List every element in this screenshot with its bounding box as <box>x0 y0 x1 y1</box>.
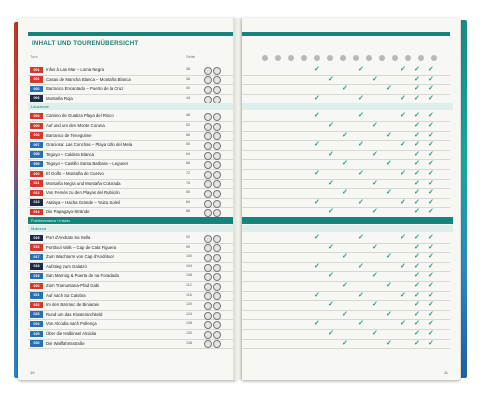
check-icon: ✓ <box>342 131 348 139</box>
difficulty-icon <box>204 235 212 243</box>
check-icon: ✓ <box>428 122 434 129</box>
check-icon: ✓ <box>428 301 434 309</box>
check-icon: ✓ <box>428 85 434 93</box>
check-icon: ✓ <box>358 66 364 73</box>
check-icon: ✓ <box>372 122 378 129</box>
check-icon: ✓ <box>428 208 434 216</box>
check-icon: ✓ <box>414 262 420 270</box>
season-icon <box>213 171 221 179</box>
check-icon: ✓ <box>428 320 434 328</box>
difficulty-icon <box>204 321 212 329</box>
difficulty-icon <box>204 190 212 198</box>
check-icon: ✓ <box>358 291 364 299</box>
season-icon <box>213 264 221 272</box>
check-icon: ✓ <box>414 282 420 289</box>
tour-code: 003 <box>30 95 43 102</box>
column-icon <box>327 55 333 61</box>
tour-code: 009 <box>30 161 43 168</box>
season-icon <box>213 340 221 348</box>
season-icon <box>213 180 221 188</box>
check-icon: ✓ <box>400 94 406 102</box>
left-page <box>18 18 236 380</box>
season-icon <box>213 273 221 281</box>
difficulty-icon <box>204 209 212 217</box>
header-bar-right <box>242 32 450 36</box>
check-icon: ✓ <box>428 94 434 102</box>
check-icon: ✓ <box>414 310 420 318</box>
tour-page: 104 <box>186 263 192 268</box>
tour-code: 002 <box>30 86 43 93</box>
tour-page: 44 <box>186 95 190 100</box>
check-icon: ✓ <box>414 94 420 102</box>
tour-page: 76 <box>186 180 190 185</box>
column-icon <box>262 55 268 61</box>
column-icon <box>288 55 294 61</box>
tour-page: 48 <box>186 113 190 118</box>
tour-name: Barranco Encantado – Puerto de la Cruz <box>46 86 124 92</box>
difficulty-icon <box>204 312 212 320</box>
tour-code: 025 <box>30 331 43 338</box>
check-icon: ✓ <box>342 85 348 93</box>
check-icon: ✓ <box>314 66 320 73</box>
tour-name: Port d'Andratx Sa Sella <box>46 235 91 240</box>
difficulty-icon <box>204 161 212 169</box>
check-icon: ✓ <box>386 253 392 261</box>
column-icon <box>301 55 307 61</box>
season-icon <box>213 283 221 291</box>
check-icon: ✓ <box>386 339 392 347</box>
season-icon <box>213 113 221 121</box>
check-icon: ✓ <box>400 170 406 177</box>
section-header-right <box>242 225 453 232</box>
difficulty-icon <box>204 331 212 339</box>
check-icon: ✓ <box>428 112 434 120</box>
check-icon: ✓ <box>428 75 434 83</box>
check-icon: ✓ <box>386 85 392 93</box>
season-icon <box>213 76 221 84</box>
check-icon: ✓ <box>428 189 434 197</box>
check-icon: ✓ <box>414 234 420 241</box>
column-icon <box>392 55 398 61</box>
season-icon <box>213 86 221 94</box>
check-icon: ✓ <box>428 243 434 251</box>
section-header: Lanzarote <box>28 103 236 110</box>
check-icon: ✓ <box>358 198 364 206</box>
season-icon <box>213 132 221 140</box>
check-icon: ✓ <box>414 75 420 83</box>
tour-name: Barranco de Tenegüime <box>46 132 92 138</box>
check-icon: ✓ <box>414 189 420 197</box>
check-icon: ✓ <box>428 141 434 149</box>
tour-page: 52 <box>186 123 190 127</box>
check-icon: ✓ <box>414 122 420 129</box>
tour-page: 128 <box>186 321 192 326</box>
tour-name: Tegoyo – Castillo Santa Barbara – Leguner <box>46 161 129 167</box>
check-icon: ✓ <box>386 282 392 289</box>
check-icon: ✓ <box>400 234 406 241</box>
check-icon: ✓ <box>414 291 420 299</box>
check-icon: ✓ <box>428 170 434 177</box>
check-icon: ✓ <box>428 150 434 158</box>
check-icon: ✓ <box>428 310 434 318</box>
season-icon <box>213 96 221 104</box>
check-icon: ✓ <box>314 262 320 270</box>
check-icon: ✓ <box>372 243 378 251</box>
check-icon: ✓ <box>400 141 406 149</box>
tour-name: Zum Tramuntana-Pfad Gabi <box>46 283 100 288</box>
column-icon <box>340 55 346 61</box>
check-icon: ✓ <box>400 291 406 299</box>
check-icon: ✓ <box>372 208 378 216</box>
check-icon: ✓ <box>372 150 378 158</box>
check-icon: ✓ <box>414 208 420 216</box>
check-icon: ✓ <box>372 330 378 337</box>
difficulty-icon <box>204 340 212 348</box>
season-icon <box>213 200 221 208</box>
tour-code: 014 <box>30 209 43 216</box>
check-icon: ✓ <box>314 291 320 299</box>
check-icon: ✓ <box>328 122 334 129</box>
tour-name: Tegoyo – Caldera Blanca <box>46 151 95 157</box>
difficulty-icon <box>204 86 212 94</box>
check-icon: ✓ <box>428 291 434 299</box>
tour-code: 010 <box>30 171 43 178</box>
check-icon: ✓ <box>314 94 320 102</box>
check-icon: ✓ <box>386 189 392 197</box>
tour-code: 020 <box>30 283 43 290</box>
page-title: INHALT UND TOURENÜBERSICHT <box>32 40 139 47</box>
check-icon: ✓ <box>414 339 420 347</box>
check-icon: ✓ <box>328 208 334 216</box>
column-icon <box>353 55 359 61</box>
tour-name: Graciosa: Las Conchas – Playa Ullo del Mela <box>46 142 133 148</box>
section-header-right <box>242 103 453 110</box>
column-icon <box>379 55 385 61</box>
column-icon <box>418 55 424 61</box>
check-icon: ✓ <box>314 198 320 206</box>
season-icon <box>213 292 221 300</box>
right-page-edge <box>461 20 467 378</box>
tour-page: 60 <box>186 142 190 147</box>
section-header-right <box>242 217 453 224</box>
check-icon: ✓ <box>428 330 434 337</box>
tour-code: 007 <box>30 142 43 149</box>
header-bar <box>28 32 236 36</box>
col-header-tour: Tour <box>30 54 38 59</box>
tour-name: Auf nach Sa Calobra <box>46 292 86 298</box>
check-icon: ✓ <box>400 66 406 73</box>
check-icon: ✓ <box>358 262 364 270</box>
tour-page: 64 <box>186 151 190 156</box>
tour-name: Von Femés zu den Playas del Rubicón <box>46 190 120 196</box>
tour-page: 36 <box>186 67 190 71</box>
tour-code: 013 <box>30 199 43 206</box>
column-icon <box>314 55 320 61</box>
section-header: Mallorca <box>28 225 236 232</box>
tour-code: 021 <box>30 292 43 299</box>
tour-code: 024 <box>30 321 43 328</box>
tour-name: Atalaya – Hacha Grande – Yaiza Soleil <box>46 199 120 205</box>
difficulty-icon <box>204 273 212 281</box>
check-icon: ✓ <box>342 339 348 347</box>
tour-code: 018 <box>30 263 43 270</box>
tour-page: 92 <box>186 235 190 239</box>
tour-page: 108 <box>186 273 192 278</box>
season-icon <box>213 209 221 217</box>
tour-name: Die Papagayo-Strände <box>46 209 90 215</box>
tour-row-details <box>242 339 450 350</box>
check-icon: ✓ <box>428 282 434 289</box>
tour-page: 100 <box>186 254 192 259</box>
tour-page: 80 <box>186 190 190 195</box>
tour-code: 006 <box>30 132 43 139</box>
check-icon: ✓ <box>342 189 348 197</box>
tour-name: Auf und um den Monte Corona <box>46 123 105 128</box>
check-icon: ✓ <box>414 85 420 93</box>
difficulty-icon <box>204 113 212 121</box>
check-icon: ✓ <box>428 198 434 206</box>
check-icon: ✓ <box>428 253 434 261</box>
tour-code: 026 <box>30 340 43 347</box>
tour-code: 015 <box>30 235 43 242</box>
check-icon: ✓ <box>372 301 378 309</box>
difficulty-icon <box>204 132 212 140</box>
check-icon: ✓ <box>414 179 420 187</box>
season-icon <box>213 254 221 262</box>
check-icon: ✓ <box>314 170 320 177</box>
check-icon: ✓ <box>328 330 334 337</box>
tour-row[interactable] <box>28 339 236 350</box>
difficulty-icon <box>204 244 212 252</box>
check-icon: ✓ <box>428 160 434 168</box>
tour-name: El Golfo – Montaña de Cuervo <box>46 171 104 176</box>
check-icon: ✓ <box>328 75 334 83</box>
check-icon: ✓ <box>358 94 364 102</box>
tour-page: 88 <box>186 209 190 214</box>
open-book <box>18 18 462 382</box>
check-icon: ✓ <box>328 301 334 309</box>
season-icon <box>213 321 221 329</box>
season-icon <box>213 331 221 339</box>
season-icon <box>213 312 221 320</box>
check-icon: ✓ <box>314 320 320 328</box>
tour-code: 001 <box>30 67 43 74</box>
column-icon <box>366 55 372 61</box>
tour-page: 136 <box>186 340 192 345</box>
tour-name: Aufstieg zum Galatzó <box>46 263 87 269</box>
check-icon: ✓ <box>414 150 420 158</box>
tour-page: 68 <box>186 161 190 166</box>
tour-code: 004 <box>30 113 43 120</box>
season-icon <box>213 161 221 169</box>
tour-name: Camino de Guatiza Playa del Risco <box>46 113 114 119</box>
tour-name: Montaña Roja <box>46 95 73 101</box>
check-icon: ✓ <box>414 112 420 120</box>
tour-code: 001 <box>30 76 43 83</box>
tour-page: 132 <box>186 331 192 335</box>
check-icon: ✓ <box>414 170 420 177</box>
difficulty-icon <box>204 67 212 75</box>
difficulty-icon <box>204 142 212 150</box>
tour-code: 022 <box>30 302 43 309</box>
right-page <box>242 18 460 380</box>
check-icon: ✓ <box>358 141 364 149</box>
page-number-right: 11 <box>443 370 448 375</box>
tour-page: 40 <box>186 86 190 91</box>
check-icon: ✓ <box>342 310 348 318</box>
col-header-page: Seite <box>186 54 196 59</box>
check-icon: ✓ <box>342 160 348 168</box>
tour-name: Casas de Mancha Blanca – Montaña Blanca <box>46 76 131 82</box>
tour-name: Über die Halbinsel Alcúdia <box>46 331 97 336</box>
tour-code: 017 <box>30 254 43 261</box>
difficulty-icon <box>204 123 212 131</box>
season-icon <box>213 235 221 243</box>
season-icon <box>213 190 221 198</box>
check-icon: ✓ <box>414 330 420 337</box>
check-icon: ✓ <box>428 262 434 270</box>
tour-name: San Marroig & Puerta de na Foradada <box>46 273 119 279</box>
difficulty-icon <box>204 283 212 291</box>
tour-name: Infos à Las Mar – Loma Negra <box>46 67 105 72</box>
difficulty-icon <box>204 302 212 310</box>
check-icon: ✓ <box>386 160 392 168</box>
check-icon: ✓ <box>414 253 420 261</box>
check-icon: ✓ <box>428 66 434 73</box>
season-icon <box>213 244 221 252</box>
check-icon: ✓ <box>314 112 320 120</box>
season-icon <box>213 302 221 310</box>
tour-name: Zum Wachturm von Cap d'Andritxol <box>46 254 114 260</box>
tour-name: Montaña Negra und Montaña Colorada <box>46 180 121 186</box>
difficulty-icon <box>204 171 212 179</box>
check-icon: ✓ <box>428 272 434 280</box>
tour-name: Im den Barranc de Biniaraix <box>46 302 100 308</box>
check-icon: ✓ <box>428 179 434 187</box>
check-icon: ✓ <box>372 272 378 280</box>
tour-page: 116 <box>186 292 192 297</box>
tour-code: 016 <box>30 244 43 251</box>
section-header: Fuerteventura / Inseln <box>28 217 236 224</box>
tour-code: 008 <box>30 151 43 158</box>
season-icon <box>213 67 221 75</box>
check-icon: ✓ <box>328 179 334 187</box>
check-icon: ✓ <box>386 131 392 139</box>
check-icon: ✓ <box>386 310 392 318</box>
check-icon: ✓ <box>358 234 364 241</box>
tour-page: 96 <box>186 244 190 249</box>
check-icon: ✓ <box>400 320 406 328</box>
check-icon: ✓ <box>400 262 406 270</box>
check-icon: ✓ <box>414 198 420 206</box>
season-icon <box>213 123 221 131</box>
check-icon: ✓ <box>428 131 434 139</box>
tour-name: Von Alcúdia nach Pollença <box>46 321 97 327</box>
difficulty-icon <box>204 152 212 160</box>
check-icon: ✓ <box>414 272 420 280</box>
difficulty-icon <box>204 292 212 300</box>
check-icon: ✓ <box>358 320 364 328</box>
check-icon: ✓ <box>328 150 334 158</box>
tour-code: 012 <box>30 190 43 197</box>
check-icon: ✓ <box>358 170 364 177</box>
column-icon <box>431 55 437 61</box>
check-icon: ✓ <box>358 112 364 120</box>
difficulty-icon <box>204 96 212 104</box>
check-icon: ✓ <box>314 234 320 241</box>
check-icon: ✓ <box>428 234 434 241</box>
check-icon: ✓ <box>414 320 420 328</box>
tour-code: 005 <box>30 123 43 130</box>
difficulty-icon <box>204 264 212 272</box>
page-number-left: 10 <box>30 370 35 375</box>
check-icon: ✓ <box>414 243 420 251</box>
season-icon <box>213 152 221 160</box>
tour-page: 56 <box>186 132 190 137</box>
check-icon: ✓ <box>328 243 334 251</box>
column-icon <box>275 55 281 61</box>
tour-page: 38 <box>186 76 190 81</box>
check-icon: ✓ <box>400 112 406 120</box>
check-icon: ✓ <box>328 272 334 280</box>
check-icon: ✓ <box>400 198 406 206</box>
check-icon: ✓ <box>342 282 348 289</box>
tour-code: 011 <box>30 180 43 187</box>
check-icon: ✓ <box>414 66 420 73</box>
check-icon: ✓ <box>414 141 420 149</box>
tour-name: Rund um das Klosterarchiteld <box>46 311 103 317</box>
check-icon: ✓ <box>314 141 320 149</box>
check-icon: ✓ <box>414 131 420 139</box>
tour-name: Die Wallfahrtsstraße <box>46 340 85 346</box>
difficulty-icon <box>204 76 212 84</box>
check-icon: ✓ <box>414 301 420 309</box>
check-icon: ✓ <box>342 253 348 261</box>
check-icon: ✓ <box>372 179 378 187</box>
tour-page: 72 <box>186 171 190 175</box>
tour-page: 84 <box>186 199 190 204</box>
difficulty-icon <box>204 180 212 188</box>
tour-page: 120 <box>186 302 192 307</box>
difficulty-icon <box>204 200 212 208</box>
check-icon: ✓ <box>428 339 434 347</box>
tour-page: 112 <box>186 283 192 287</box>
difficulty-icon <box>204 254 212 262</box>
season-icon <box>213 142 221 150</box>
check-icon: ✓ <box>414 160 420 168</box>
check-icon: ✓ <box>372 75 378 83</box>
tour-code: 023 <box>30 311 43 318</box>
column-icon <box>405 55 411 61</box>
tour-name: Portitxol Valls – Cap de Cala Figuera <box>46 244 117 250</box>
tour-page: 124 <box>186 311 192 316</box>
tour-code: 019 <box>30 273 43 280</box>
